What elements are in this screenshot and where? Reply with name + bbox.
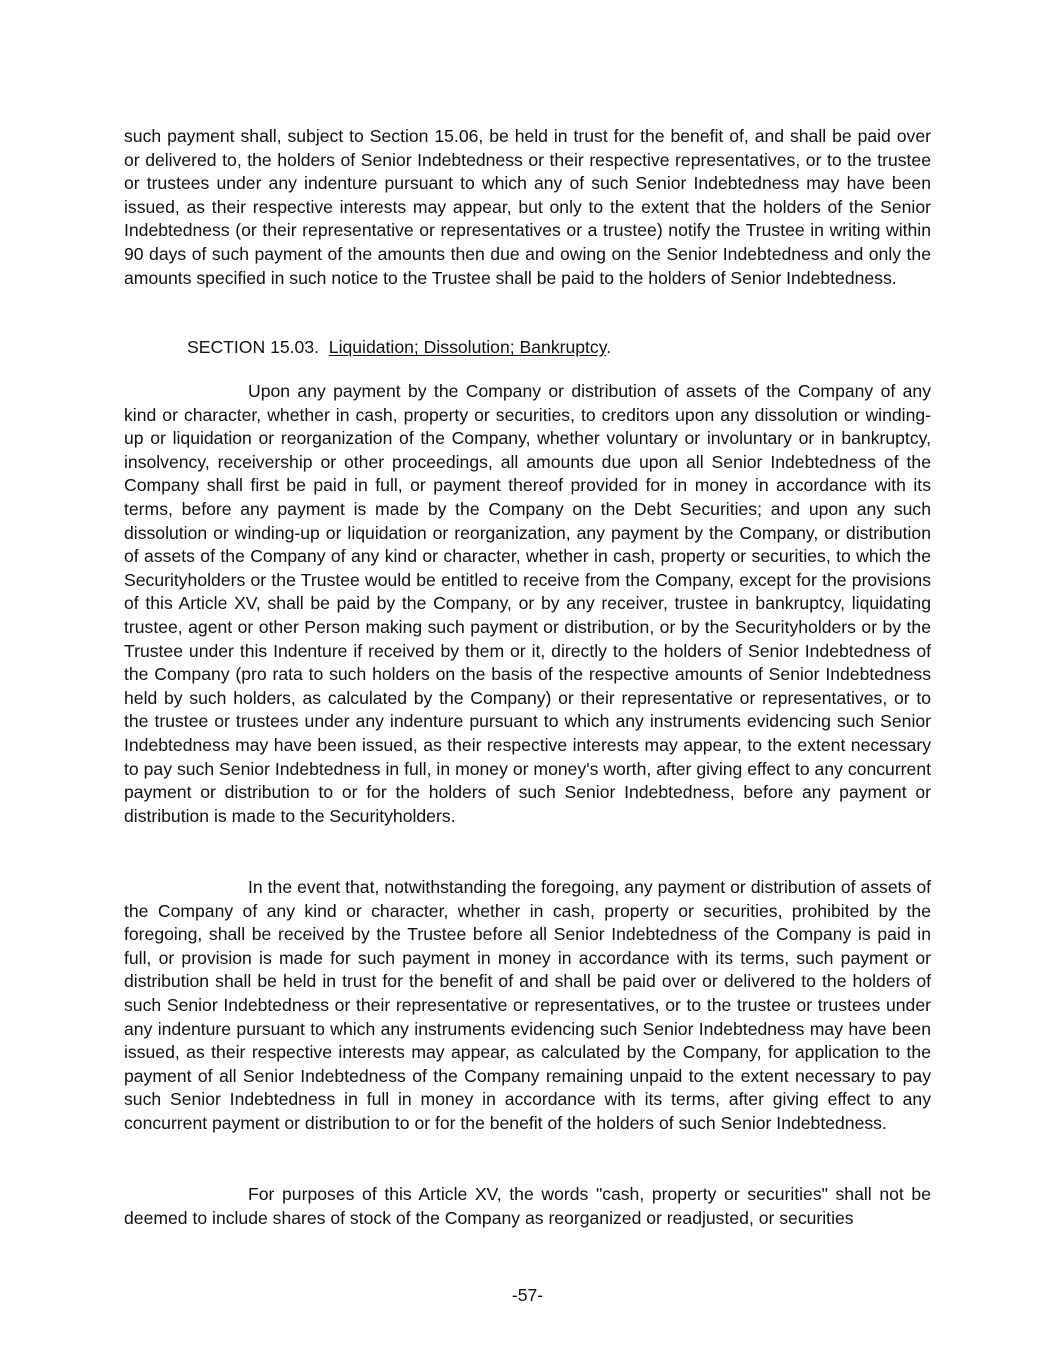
paragraph-liquidation-payment: Upon any payment by the Company or distribution of assets of the Company of any kind or character, whether in cash, property or securities, to creditors upon any dissolution or winding-up or liquidation or reorganization of the Company, whether voluntary or involuntary or in bankruptcy, insolvency, receivership or other proceedings, all amounts due upon all Senior Indebtedness of the Company shall first be paid in full, or payment thereof provided for in money in accordance with its terms, before any payment is made by the Company on the Debt Securities; and upon any such dissolution or winding-up or liquidation or reorganization, any payment by the Company, or distribution of assets of the Company of any kind or character, whether in cash, property or securities, to which the Securityholders or the Trustee would be entitled to receive from the Company, except for the provisions of this Article XV, shall be paid by the Company, or by any receiver, trustee in bankruptcy, liquidating trustee, agent or other Person making such payment or distribution, or by the Securityholders or by the Trustee under this Indenture if received by them or it, directly to the holders of Senior Indebtedness of the Company (pro rata to such holders on the basis of the respective amounts of Senior Indebtedness held by such holders, as calculated by the Company) or their representative or representatives, or to the trustee or trustees under any indenture pursuant to which any instruments evidencing such Senior Indebtedness may have been issued, as their respective interests may appear, to the extent necessary to pay such Senior Indebtedness in full, in money or money's worth, after giving effect to any concurrent payment or distribution to or for the holders of such Senior Indebtedness, before any payment or distribution is made to the Securityholders. [124, 381, 931, 826]
section-title-period: . [606, 337, 612, 357]
section-title: Liquidation; Dissolution; Bankruptcy [328, 337, 607, 357]
paragraph-continued: such payment shall, subject to Section 15.06, be held in trust for the benefit of, and shall be paid over or delivered to, the holders of Senior Indebtedness or their respective representatives, or to the trustee or trustees under any indenture pursuant to which any of such Senior Indebtedness may have been issued, as their respective interests may appear, but only to the extent that the holders of the Senior Indebtedness (or their representative or representatives or a trustee) notify the Trustee in writing within 90 days of such payment of the amounts then due and owing on the Senior Indebtedness and only the amounts specified in such notice to the Trustee shall be paid to the holders of Senior Indebtedness. [124, 126, 931, 288]
paragraph-payment-held-in-trust: In the event that, notwithstanding the foregoing, any payment or distribution of assets of the Company of any kind or character, whether in cash, property or securities, prohibited by the foregoing, shall be received by the Trustee before all Senior Indebtedness of the Company is paid in full, or provision is made for such payment in money in accordance with its terms, such payment or distribution shall be held in trust for the benefit of and shall be paid over or delivered to the holders of such Senior Indebtedness or their representative or representatives, or to the trustee or trustees under any indenture pursuant to which any instruments evidencing such Senior Indebtedness may have been issued, as their respective interests may appear, as calculated by the Company, for application to the payment of all Senior Indebtedness of the Company remaining unpaid to the extent necessary to pay such Senior Indebtedness in full in money in accordance with its terms, after giving effect to any concurrent payment or distribution to or for the benefit of the holders of such Senior Indebtedness. [124, 877, 931, 1133]
section-number: SECTION 15.03. [187, 337, 320, 357]
paragraph-definition-cash-property: For purposes of this Article XV, the words "cash, property or securities" shall not be deemed to include shares of stock of the Company as reorganized or readjusted, or securities [124, 1184, 931, 1228]
page-number: -57- [511, 1285, 544, 1305]
section-heading [187, 336, 611, 360]
